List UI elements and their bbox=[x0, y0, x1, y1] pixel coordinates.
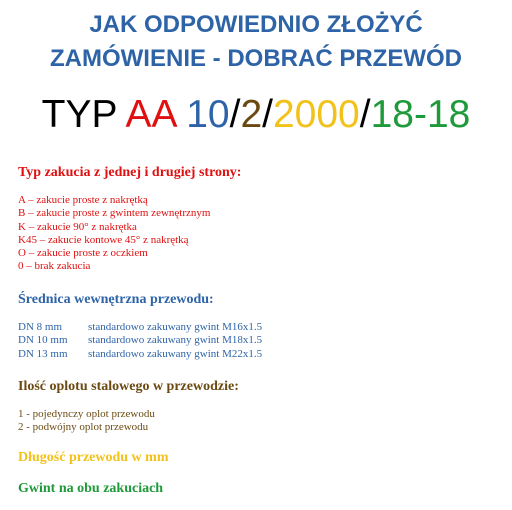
code-separator: / bbox=[359, 93, 371, 136]
diameter-desc: standardowo zakuwany gwint M16x1.5 bbox=[88, 321, 263, 333]
diameter-size: DN 10 mm bbox=[18, 334, 68, 347]
code-braid: 2 bbox=[240, 93, 263, 136]
termination-item: O – zakucie proste z oczkiem bbox=[18, 247, 148, 260]
braid-section bbox=[18, 378, 239, 435]
code-length: 2000 bbox=[272, 93, 360, 136]
diameter-row bbox=[18, 348, 262, 361]
thread-heading: Gwint na obu zakuciach bbox=[18, 481, 164, 496]
termination-item: B – zakucie proste z gwintem zewnętrznym bbox=[18, 207, 211, 220]
braid-item: 1 - pojedynczy oplot przewodu bbox=[18, 408, 155, 420]
type-code bbox=[0, 92, 512, 138]
length-heading: Długość przewodu w mm bbox=[18, 450, 169, 465]
code-thread: 18-18 bbox=[370, 93, 471, 136]
diameter-desc: standardowo zakuwany gwint M22x1.5 bbox=[88, 347, 263, 360]
termination-item: 0 – brak zakucia bbox=[18, 260, 91, 273]
termination-item: K – zakucie 90° z nakrętka bbox=[18, 220, 137, 233]
code-space bbox=[175, 93, 186, 136]
length-section bbox=[18, 449, 169, 467]
code-diameter: 10 bbox=[186, 93, 230, 136]
page-title-line-1: JAK ODPOWIEDNIO ZŁOŻYĆ bbox=[89, 11, 423, 38]
braid-item: 2 - podwójny oplot przewodu bbox=[18, 421, 149, 434]
termination-item: A – zakucie proste z nakrętką bbox=[18, 194, 148, 206]
diameter-heading: Średnica wewnętrzna przewodu: bbox=[18, 292, 214, 307]
diameter-size: DN 8 mm bbox=[18, 321, 62, 333]
termination-heading: Typ zakucia z jednej i drugiej strony: bbox=[18, 165, 242, 180]
braid-heading: Ilość oplotu stalowego w przewodzie: bbox=[18, 379, 239, 394]
code-separator: / bbox=[229, 93, 241, 136]
diameter-section bbox=[18, 291, 262, 361]
code-termination-type: AA bbox=[125, 93, 176, 136]
diameter-row bbox=[18, 334, 262, 347]
diameter-size: DN 13 mm bbox=[18, 347, 68, 360]
thread-section bbox=[18, 480, 163, 498]
diameter-desc: standardowo zakuwany gwint M18x1.5 bbox=[88, 334, 263, 347]
termination-item: K45 – zakucie kontowe 45° z nakrętką bbox=[18, 233, 189, 246]
diameter-row bbox=[18, 321, 262, 334]
code-separator: / bbox=[262, 93, 273, 136]
termination-section bbox=[18, 164, 241, 274]
code-prefix: TYP bbox=[41, 93, 126, 136]
page-title-line-2: ZAMÓWIENIE - DOBRAĆ PRZEWÓD bbox=[50, 45, 462, 72]
